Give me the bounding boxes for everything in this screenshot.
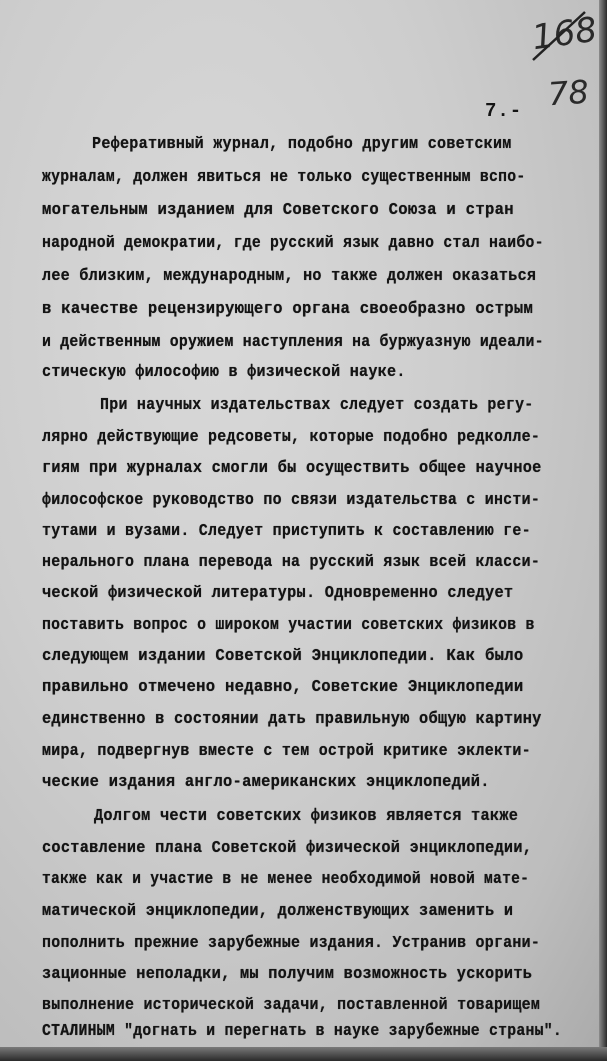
text-line: также как и участие в не менее необходимой новой мате- [42, 869, 530, 888]
text-line: лее близким, международным, но также должен оказаться [42, 266, 537, 285]
text-line: ческие издания англо-американских энциклопедий. [42, 772, 490, 791]
text-line: следующем издании Советской Энциклопедии. Как было [42, 646, 524, 665]
text-line: СТАЛИНЫМ "догнать и перегнать в науке зарубежные страны". [42, 1021, 562, 1040]
text-line: стическую философию в физической науке. [42, 362, 406, 381]
text-line: в качестве рецензирующего органа своеобразно острым [42, 299, 534, 318]
text-line: и действенным оружием наступления на буржуазную идеали- [42, 332, 544, 351]
text-line: Долгом чести советских физиков является также [94, 806, 519, 825]
text-line: лярно действующие редсоветы, которые подобно редколле- [42, 427, 541, 446]
folio-number: 78 [546, 72, 590, 114]
text-line: ческой физической литературы. Одновременно следует [42, 583, 514, 602]
text-line: тутами и вузами. Следует приступить к составлению ге- [42, 521, 531, 540]
text-line: пополнить прежние зарубежные издания. Устранив органи- [42, 933, 541, 952]
text-line: гиям при журналах смогли бы осуществить общее научное [42, 458, 542, 477]
text-line: мира, подвергнув вместе с тем острой критике эклекти- [42, 741, 531, 760]
text-line: При научных издательствах следует создать регу- [100, 395, 534, 414]
struck-folio-number: 168 [529, 9, 600, 59]
text-line: зационные неполадки, мы получим возможность ускорить [42, 964, 533, 983]
text-line: философское руководство по связи издательства с инсти- [42, 490, 541, 509]
text-line: поставить вопрос о широком участии советских физиков в [42, 615, 535, 634]
page-number: 7.- [485, 100, 523, 122]
text-line: выполнение исторической задачи, поставленной товарищем [42, 995, 541, 1014]
text-line: могательным изданием для Советского Союза и стран [42, 200, 514, 219]
text-line: единственно в состоянии дать правильную общую картину [42, 709, 542, 728]
scan-edge-bottom [0, 1047, 607, 1061]
folio-strike-mark [527, 8, 591, 66]
text-line: Реферативный журнал, подобно другим советским [92, 134, 512, 153]
text-line: нерального плана перевода на русский язык всей класси- [42, 552, 541, 571]
text-line: правильно отмечено недавно, Советские Энциклопедии [42, 677, 524, 696]
text-line: матической энциклопедии, долженствующих заменить и [42, 901, 514, 920]
text-line: народной демократии, где русский язык давно стал наибо- [42, 233, 544, 252]
text-line: журналам, должен явиться не только существенным вспо- [42, 167, 526, 186]
scan-edge-right [599, 0, 607, 1061]
text-line: составление плана Советской физической энциклопедии, [42, 838, 533, 857]
